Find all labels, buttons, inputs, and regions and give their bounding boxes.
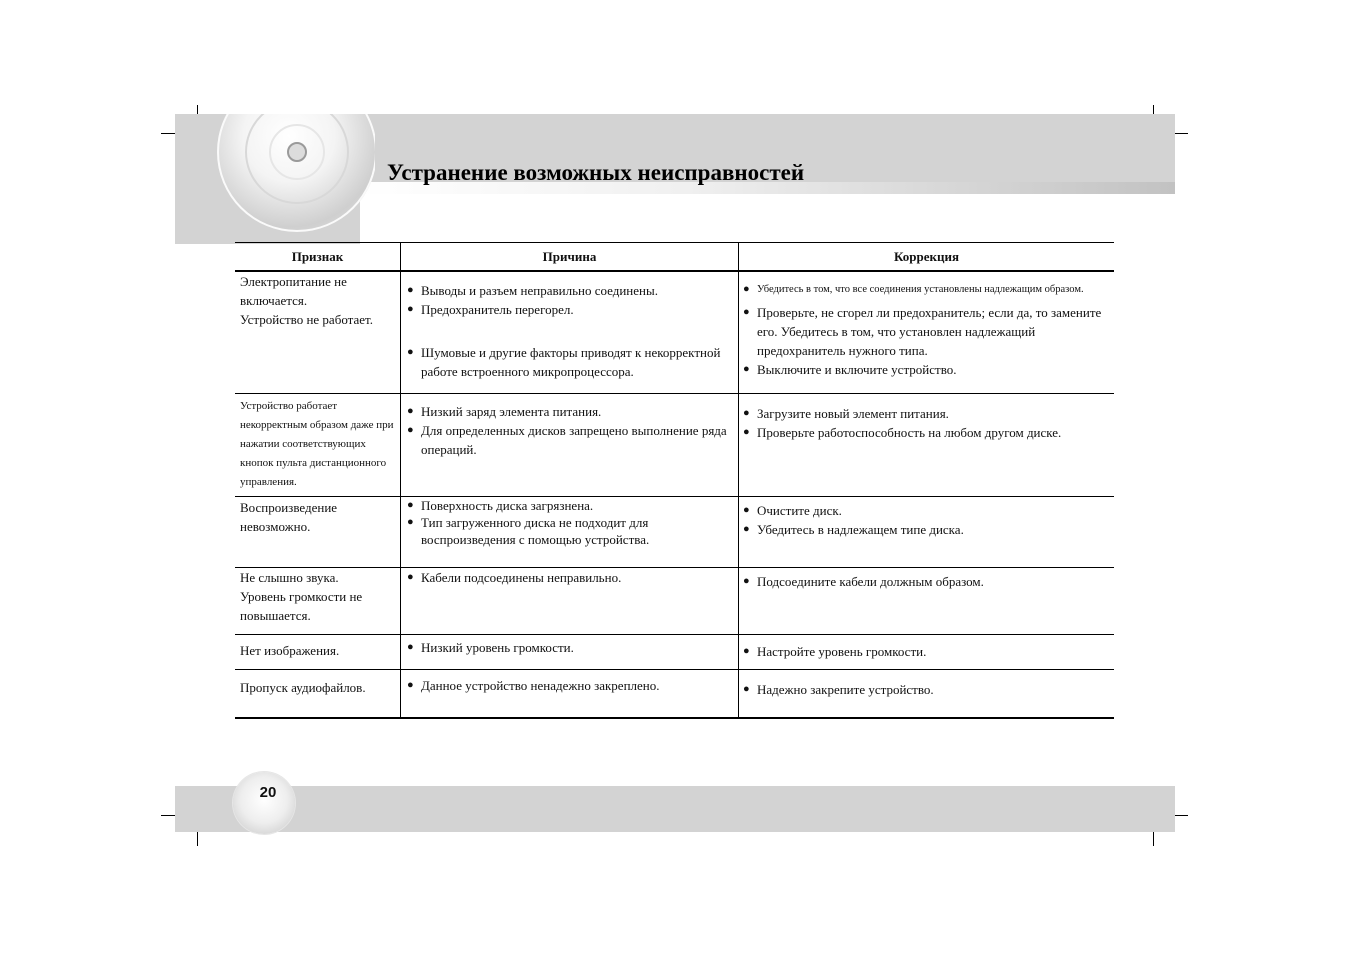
disc-icon (217, 114, 375, 232)
symptom-cell (235, 634, 401, 669)
symptom-text: Устройство работает некорректным образом даже при нажатии соответствующих кнопок пульта дистанционного управления. (240, 399, 394, 488)
table-row (235, 393, 1114, 496)
cause-item: ● Кабели подсоединены неправильно. (407, 568, 732, 587)
cause-item: ● Для определенных дисков запрещено выполнение ряда операций. (407, 421, 732, 459)
cause-item: ● Данное устройство ненадежно закреплено. (407, 676, 732, 695)
symptom-cell (235, 669, 401, 718)
symptom-text: Воспроизведение невозможно. (240, 499, 338, 534)
symptom-cell (235, 393, 401, 496)
fix-item: ● Надежно закрепите устройство. (743, 680, 1112, 699)
fix-cell (739, 271, 1115, 393)
fix-cell (739, 393, 1115, 496)
page-number: 20 (259, 784, 277, 801)
cause-cell (401, 393, 739, 496)
fix-item: ● Подсоедините кабели должным образом. (743, 572, 1112, 591)
header-white-area (360, 190, 1175, 244)
column-header-cause: Причина (401, 243, 739, 272)
cause-cell (401, 271, 739, 393)
fix-cell (739, 496, 1115, 567)
cause-item: ● Предохранитель перегорел. (407, 300, 732, 319)
cause-item: ● Низкий уровень громкости. (407, 638, 732, 657)
cause-cell (401, 496, 739, 567)
cause-cell (401, 567, 739, 634)
column-header-fix: Коррекция (739, 243, 1115, 272)
page-disc-icon (233, 772, 295, 834)
symptom-cell (235, 567, 401, 634)
cause-item: ● Низкий заряд элемента питания. (407, 402, 732, 421)
fix-cell (739, 567, 1115, 634)
table-row (235, 567, 1114, 634)
symptom-cell (235, 496, 401, 567)
symptom-text: Нет изображения. (240, 642, 340, 658)
table-row (235, 634, 1114, 669)
fix-item: ● Загрузите новый элемент питания. (743, 404, 1112, 423)
fix-item: ● Настройте уровень громкости. (743, 642, 1112, 661)
cause-item: ● Шумовые и другие факторы приводят к некорректной работе встроенного микропроцессора. (407, 343, 732, 381)
fix-item: ● Выключите и включите устройство. (743, 360, 1112, 379)
fix-item: ● Очистите диск. (743, 501, 1112, 520)
symptom-text: Пропуск аудиофайлов. (240, 679, 366, 695)
table-header-row (235, 243, 1114, 272)
fix-cell (739, 634, 1115, 669)
table-row (235, 271, 1114, 393)
column-header-symptom: Признак (235, 243, 401, 272)
table-row (235, 496, 1114, 567)
symptom-text: Устройство не работает. (240, 312, 373, 327)
cause-cell (401, 634, 739, 669)
cause-cell (401, 669, 739, 718)
symptom-text: Не слышно звука. (240, 569, 339, 585)
fix-item: ● Проверьте, не сгорел ли предохранитель; если да, то замените его. Убедитесь в том, что установлен надлежащий предохранитель нужного типа. (743, 303, 1112, 360)
page-title: Устранение возможных неисправностей (387, 160, 805, 185)
troubleshooting-table (235, 242, 1114, 719)
table-row (235, 669, 1114, 718)
cause-item: ● Поверхность диска загрязнена. (407, 497, 732, 514)
fix-item: ● Убедитесь в том, что все соединения установлены надлежащим образом. (743, 280, 1112, 299)
fix-cell (739, 669, 1115, 718)
footer-band (175, 786, 1175, 832)
cause-item: ● Тип загруженного диска не подходит для воспроизведения с помощью устройства. (407, 514, 732, 548)
fix-item: ● Убедитесь в надлежащем типе диска. (743, 520, 1112, 539)
cause-item: ● Выводы и разъем неправильно соединены. (407, 281, 732, 300)
disc-graphic (175, 114, 375, 244)
fix-item: ● Проверьте работоспособность на любом другом диске. (743, 423, 1112, 442)
symptom-text: Уровень громкости не повышается. (240, 588, 363, 623)
symptom-cell (235, 271, 401, 393)
symptom-text: Электропитание не включается. (240, 274, 347, 308)
